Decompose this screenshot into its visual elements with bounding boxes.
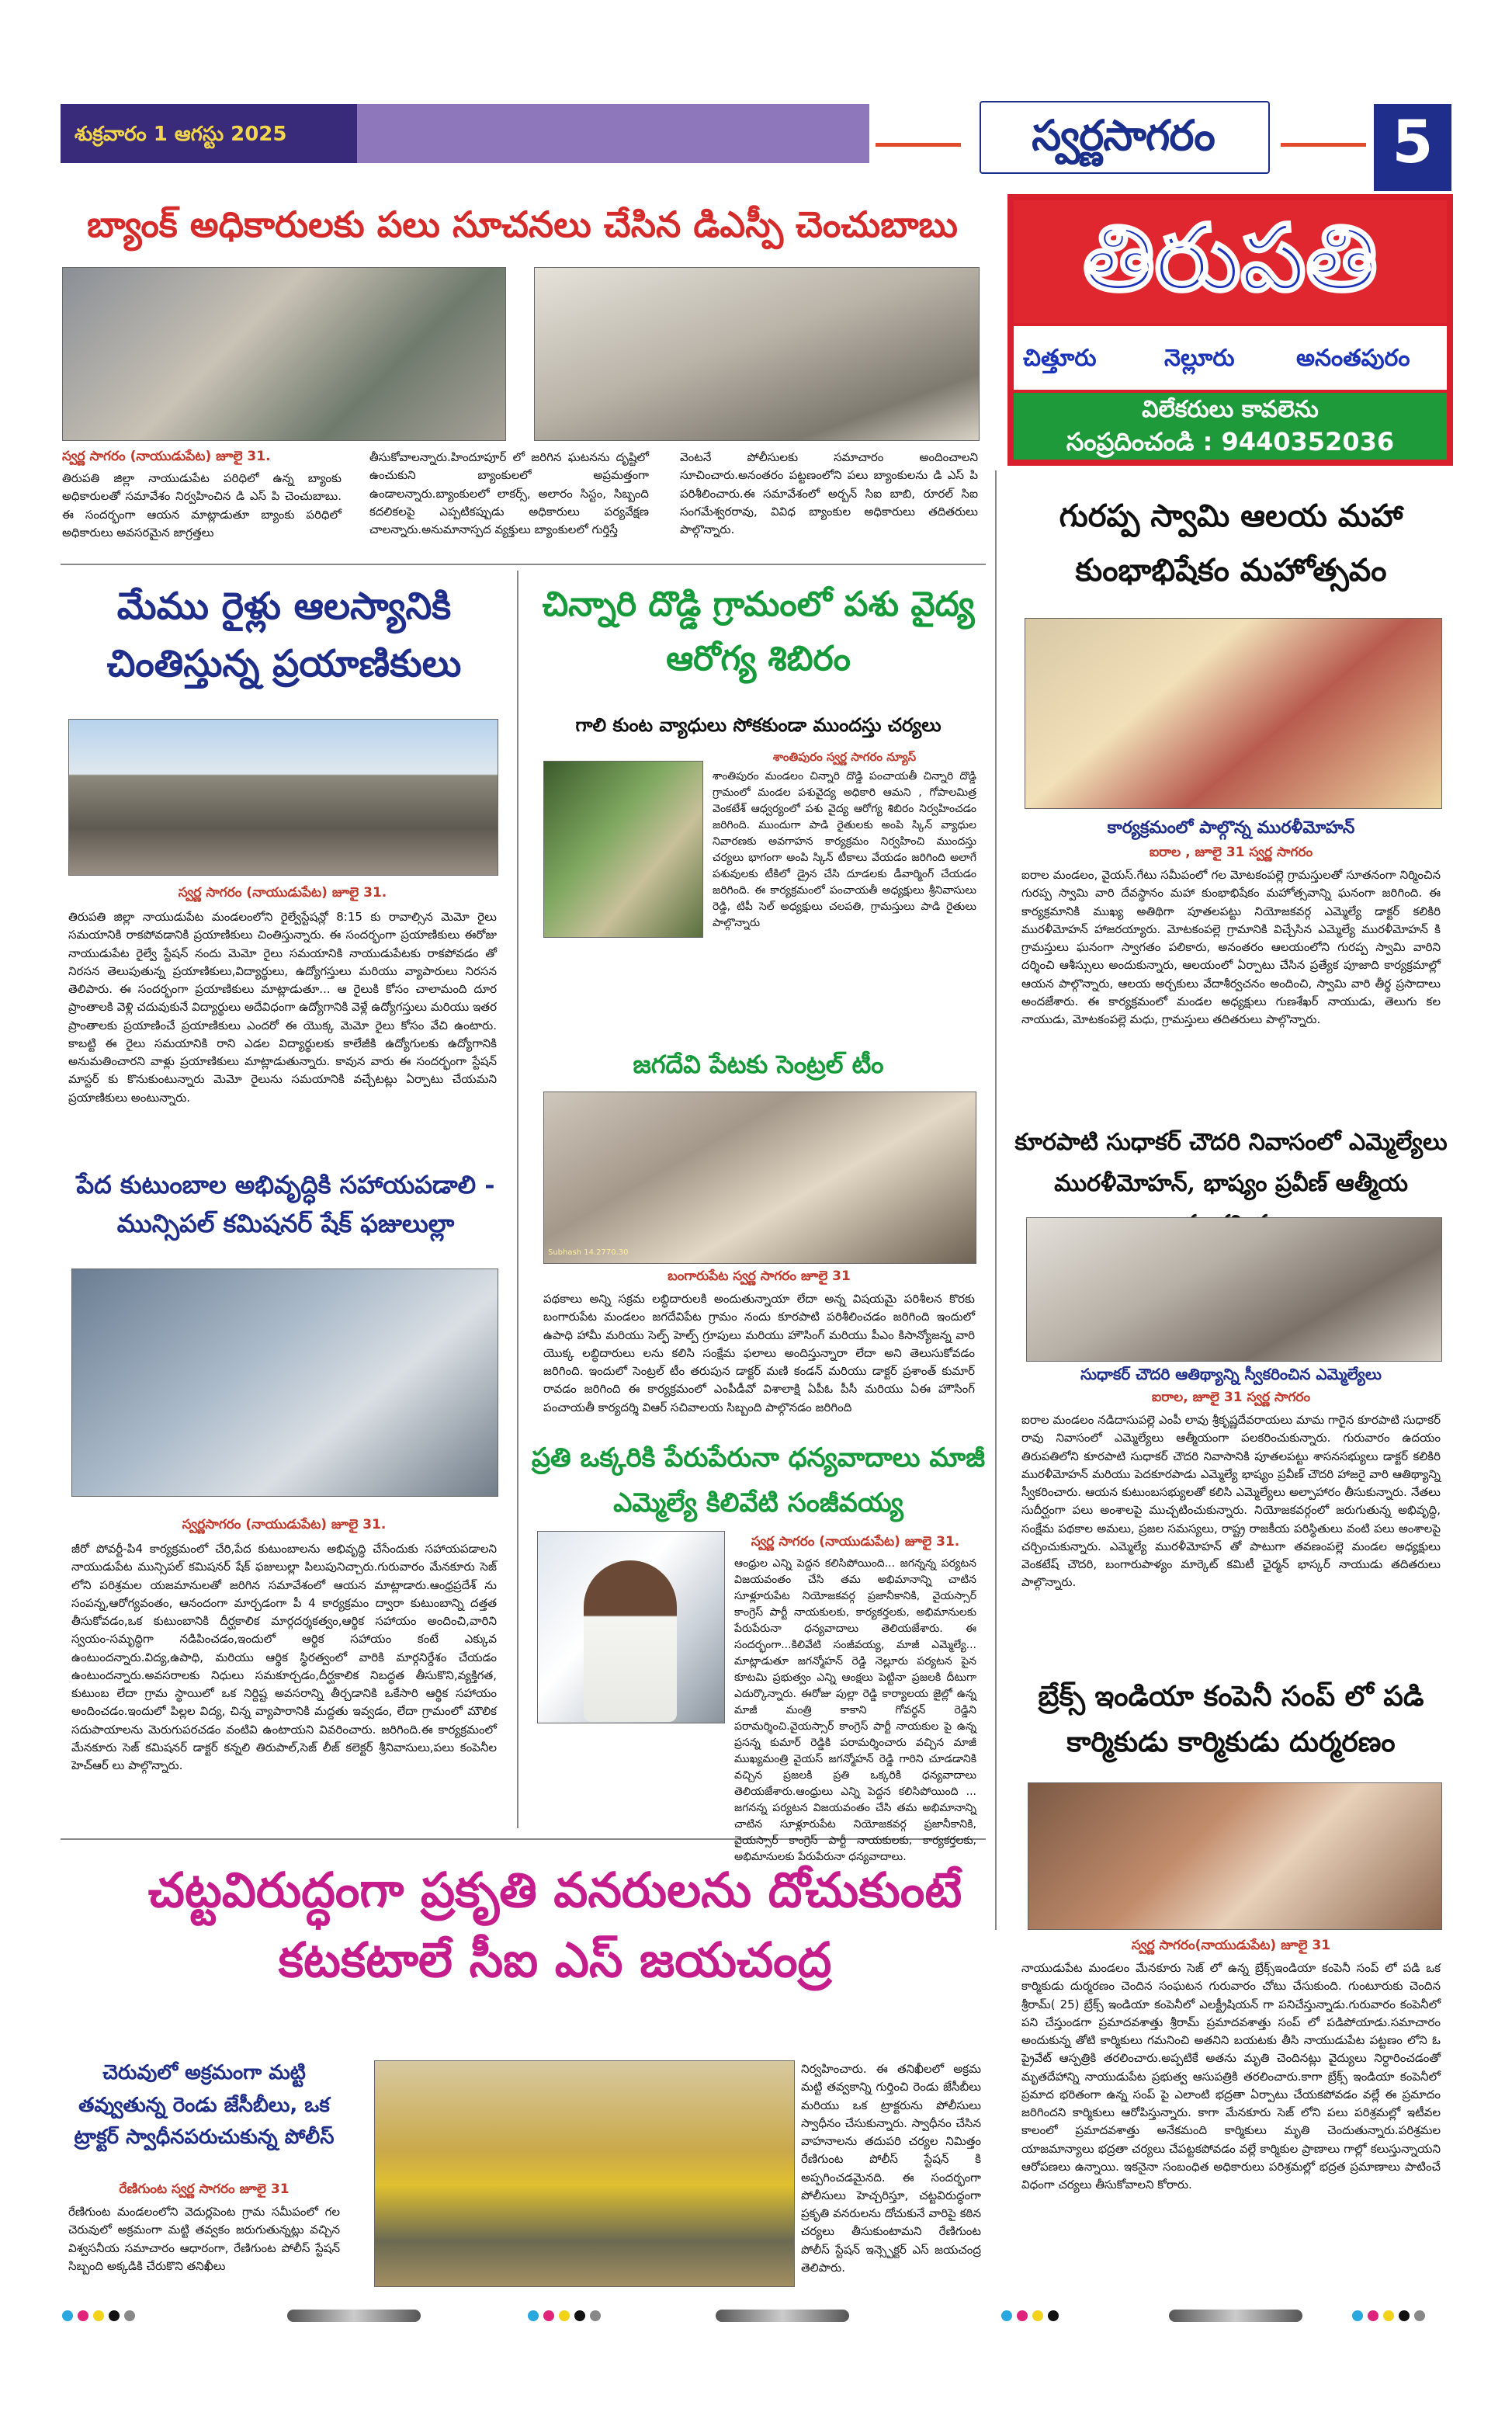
bank-meeting-photo (62, 267, 506, 441)
reg-bar-1 (287, 2310, 421, 2322)
reg-dot-cyan-1 (62, 2310, 73, 2321)
kurapati-headline: కూరపాటి సుధాకర్ చౌదరి నివాసంలో ఎమ్మెల్యేలు మురళీమోహన్, భాష్యం ప్రవీణ్ ఆత్మీయ (1014, 1129, 1448, 1197)
reg-dot-magenta-1 (78, 2310, 88, 2321)
sand-subhead: చెరువులో అక్రమంగా మట్టి తవ్వుతున్న రెండు జేసీబీలు, ఒక ట్రాక్టర్ స్వాధీనపరుచుకున్న పోలీస్ (74, 2061, 335, 2150)
header-red-line (876, 143, 961, 147)
jagadevi-dateline: బంగారుపేట స్వర్ణ సాగరం జూలై 31 (668, 1269, 851, 1284)
reg-dot-cyan-4 (1352, 2310, 1363, 2321)
bank-dateline: స్వర్ణ సాగరం (నాయుడుపేట) జూలై 31. (62, 449, 271, 464)
cattle-subhead: గాలి కుంట వ్యాధులు సోకకుండా ముందస్తు చర్యలు (575, 714, 942, 736)
commissioner-meeting-photo (71, 1269, 498, 1497)
cattle-dateline: శాంతిపురం స్వర్ణ సాగరం న్యూస్ (772, 750, 917, 764)
temple-photo (1025, 618, 1442, 809)
central-team-photo-stamp: Subhash 14.2770.30 (548, 1248, 629, 1257)
district-anantapur: అనంతపురం (1296, 345, 1410, 372)
divider-col-right (995, 470, 997, 1930)
masthead-text: స్వర్ణసాగరం (1032, 110, 1215, 160)
page-number: 5 (1392, 107, 1434, 176)
reg-dot-grey-4 (1414, 2310, 1425, 2321)
guruppa-headline: గురప్ప స్వామి ఆలయ మహా కుంభాభిషేకం మహోత్సవం (1059, 498, 1403, 588)
cattle-headline: చిన్నారి దొడ్డి గ్రామంలో పశు వైద్య ఆరోగ్య శిబిరం (542, 585, 975, 679)
guruppa-dateline: ఐరాల , జూలై 31 స్వర్ణ సాగరం (1149, 845, 1313, 860)
rail-headline: మేము రైళ్లు ఆలస్యానికి చింతిస్తున్న ప్రయాణికులు (106, 585, 462, 686)
reg-dot-cyan-2 (528, 2310, 539, 2321)
header-red-line-right (1281, 143, 1366, 147)
victim-photo (1028, 1782, 1442, 1930)
thanks-dateline: స్వర్ణ సాగరం (నాయుడుపేట) జూలై 31. (751, 1534, 960, 1550)
bank-branch-photo (534, 267, 980, 441)
sand-col1: రేణిగుంట మండలంలోని వెదుర్లపెంట గ్రామ సమీపంలో గల చెరువులో అక్రమంగా మట్టి తవ్వకం జరుగుతున్నట్లు వచ్చిన విశ్వసనీయ సమాచారం ఆధారంగా, రేణిగుంట పోలీస్ స్టేషన్ సిబ్బంది అక్కడికి చేరుకొని తనిఖీలు (68, 2205, 340, 2273)
sanjeevaiah-figure (584, 1560, 677, 1722)
reg-dot-cyan-3 (1001, 2310, 1012, 2321)
jagadevi-headline: జగదేవి పేటకు సెంట్రల్ టీం (633, 1050, 884, 1079)
brakes-headline: బ్రేక్స్ ఇండియా కంపెనీ సంప్ లో పడి కార్మికుడు కార్మికుడు దుర్మరణం (1038, 1680, 1424, 1759)
cattle-body: శాంతిపురం మండలం చిన్నారి దొడ్డి పంచాయతీ చిన్నారి దొడ్డి గ్రామంలో మండల పశువైద్య అధికారి ఆమని , గోపాలమిత్ర వెంకటేశ్ ఆధ్వర్యంలో పశు వైద్య ఆరోగ్య శిబిరం నిర్వహించడం జరిగింది. ముందుగా పాడి రైతులకు అంపి స్కిన్ వ్యాధుల నివారణకు అవగాహన కార్యక్రమం నిర్వహించి ముందస్తు చర్యలు భాగంగా అంపి స్కిన్ టీకాలు వేయడం జరిగింది అలాగే పశువులకు టీకిలో డ్రైన చేసి దూడలకు డీవార్మింగ్ చేయడం జరిగింది. ఈ కార్యక్రమంలో పంచాయతీ అధ్యక్షులు శ్రీనివాసులు రెడ్డి, టిపీ సెల్ అధ్యక్షులు చలపతి, గ్రామస్తులు పాడి రైతులు పాల్గొన్నారు (713, 770, 976, 929)
brakes-dateline: స్వర్ణ సాగరం(నాయుడుపేట) జూలై 31 (1131, 1938, 1331, 1953)
poor-body: జీరో పోవర్టీ-పి4 కార్యక్రమంలో చేరి,పేద కుటుంబాలను అభివృద్ధి చేసేందుకు సహాయపడాలని నాయుడుపేట మున్సిపల్ కమిషనర్ షేక్ ఫజులుల్లా పిలుపునిచ్చారు.గురువారం మేనకూరు సెజ్ లోని పరిశ్రమల యజమానులతో జరిగిన సమావేశంలో ఆయన మాట్లాడారు.ఆంధ్రప్రదేశ్ ను సంపన్న,ఆరోగ్యవంతం, ఆనందంగా మార్చడంగా పీ 4 కార్యక్రమం ద్వారా కుటుంబాన్ని దత్తత తీసుకోవడం,ఒక కుటుంబానికి దీర్ఘకాలిక మార్గదర్శకత్వం,ఆర్థిక సహాయం అందించి,వారిని స్వయం-సమృద్ధిగా నడిపించడం,ఇందులో ఆర్థిక సహాయం కంటే ఎక్కువ ఉంటుందన్నారు.విద్య,ఉపాధి, మరియు ఆర్థిక స్థిరత్వంలో వారికి మార్గనిర్దేశం చేయడం ఉంటుందన్నారు.అవసరాలకు నిధులు సమకూర్చడం,దీర్ఘకాలిక నిబద్ధత తీసుకొని,వ్యక్తిగత, కుటుంబ లేదా గ్రామ స్థాయిలో ఒక నిర్దిష్ట అవసరాన్ని తీర్చడానికి ఒకేసారి ఆర్థిక సహాయం అందించడం.ఇందులో పిల్లల విద్య, చిన్న వ్యాపారానికి మద్దతు ఇవ్వడం, లేదా గ్రామంలో మౌలిక సదుపాయాలను మెరుగుపరచడం వంటివి ఉంటాయని వివరించారు. జరిగింది.ఈ కార్యక్రమంలో మేనకూరు సెజ్ కమిషనర్ డాక్టర్ కన్నలి తిరుపాల్,సెజ్ లీజ్ కలెక్టర్ శ్రీనివాసులు,పలు కంపెనీల హెచ్ఆర్ లు పాల్గొన్నారు. (71, 1542, 497, 1772)
reg-bar-2 (716, 2310, 849, 2322)
rail-body: తిరుపతి జిల్లా నాయుడుపేట మండలంలోని రైల్వేస్టేషన్లో 8:15 కు రావాల్సిన మెమో రైలు సమయానికి రాకపోవడానికి ప్రయాణికులు చింతిస్తున్నారు. ఈ సందర్భంగా ప్రయాణికులు ఈరోజు నాయుడుపేట రైల్వే స్టేషన్ నందు మెమో రైలు సమయానికి నాయుడుపేటకు రాకపోవడం తో నిరసన తెలుపుతున్న ప్రయాణికులు,విద్యార్థులు, ఉద్యోగస్తులు మరియు వ్యాపారులు నిరసన తెలిపారు. ఈ సందర్భంగా ప్రయాణికులు మాట్లాడుతూ... ఆ రైలుకి కోసం చాలామంది దూర ప్రాంతాలకి వెళ్లి చదువుకునే విద్యార్థులు అదేవిధంగా ఉద్యోగానికి వెళ్లే ఉద్యోగస్తులు మరియు ఇతర ప్రాంతాలకు ప్రయాణించే ప్రయాణికులు ఎందరో ఈ యొక్క మెమో రైలు కోసం వేచి ఉంటారు. కాబట్టి ఈ రైలు సమయానికి రాని ఎడల విద్యార్థులకు కాలేజీకి ఉద్యోగులకు ఉద్యోగానికి అనుమతించారని వాళ్లు ప్రయాణికులు మాట్లాడుతున్నారు. కావున వారు ఈ సందర్భంగా స్టేషన్ మాస్టర్ కు కొనుకుంటున్నారు మెమో రైలును సమయానికి వచ్చేటట్లు ఏర్పాటు చేయమని ప్రయాణికులు అంటున్నారు. (68, 910, 497, 1105)
sand-dateline: రేణిగుంట స్వర్ణ సాగరం జూలై 31 (119, 2181, 290, 2197)
jcb-photo (374, 2060, 795, 2287)
brakes-body: నాయుడుపేట మండలం మేనకూరు సెజ్ లో ఉన్న బ్రేక్స్ఇండియా కంపెనీ సంప్ లో పడి ఒక కార్మికుడు దుర్మరణం చెందిన సంఘటన గురువారం చోటు చేసుకుంది. గుంటూరుకు చెందిన శ్రీరామ్( 25) బ్రేక్స్ ఇండియా కంపెనీలో ఎలక్ట్రీషియన్ గా పనిచేస్తున్నాడు.గురువారం కంపెనీలో పని చేస్తుండగా ప్రమాదవశాత్తు శ్రీరామ్ ప్రమాదవశాత్తు సంప్ లో పడిపోయాడు.సమాచారం అందుకున్న తోటి కార్మికులు గమనించి అతనిని బయటకు తీసి నాయుడుపేట పట్టణం లోని ఓ ప్రైవేట్ ఆస్పత్రికి తరలించారు.అప్పటికే అతను మృతి చెందినట్లు వైద్యులు నిర్ధారించడంతో మృతదేహాన్ని నాయుడుపేట ప్రభుత్వ ఆసుపత్రికి తరలించారు.కాగా బ్రేక్స్ ఇండియా కంపెనీలో ప్రమాద భరితంగా ఉన్న సంప్ పై ఎలాంటి భద్రతా ఏర్పాటు చేయకపోవడం వల్లే ఈ ప్రమాదం జరిగిందని కార్మికులు ఆరోపిస్తున్నారు. కాగా మేనకూరు సెజ్ లోని పలు పరిశ్రమల్లో ఇటీవల కాలంలో ప్రమాదవశాత్తు అనేకమంది కార్మికులు మృతి చెందుతున్నారు.పరిశ్రమల యాజమాన్యాలు భద్రతా చర్యలు చేపట్టకపోవడం వల్లే కార్మికుల ప్రాణాలు గాల్లో కలుస్తున్నాయని ఆరోపణలు ఉన్నాయి. ఇకనైనా సంబంధిత అధికారులు పరిశ్రమల్లో భద్రత ప్రమాణాలు పాటించే విధంగా చర్యలు తీసుకోవాలని కోరారు. (1021, 1961, 1441, 2192)
sand-col2: నిర్వహించారు. ఈ తనిఖీలలో అక్రమ మట్టి తవ్వకాన్ని గుర్తించి రెండు జేసీబీలు మరియు ఒక ట్రాక్టరును పోలీసులు స్వాధీనం చేసుకున్నారు. స్వాధీనం చేసిన వాహనాలను తదుపరి చర్యల నిమిత్తం రేణిగుంట పోలీస్ స్టేషన్ కి అప్పగించడమైనది. ఈ సందర్భంగా పోలీసులు హెచ్చరిస్తూ, చట్టవిరుద్ధంగా ప్రకృతి వనరులను దోచుకునే వారిపై కఠిన చర్యలు తీసుకుంటామని రేణిగుంట పోలీస్ స్టేషన్ ఇన్స్పెక్టర్ ఎస్ జయచంద్ర తెలిపారు. (801, 2062, 981, 2275)
divider-col-center (517, 571, 518, 1828)
header-purple-band (357, 104, 869, 163)
reg-dot-magenta-3 (1017, 2310, 1028, 2321)
date-text: శుక్రవారం 1 ఆగస్టు 2025 (75, 123, 287, 146)
poor-dateline: స్వర్ణసాగరం (నాయుడుపేట) జూలై 31. (182, 1517, 387, 1532)
guruppa-body: ఐరాల మండలం, వైయస్.గేటు సమీపంలో గల మోటకంపల్లె గ్రామస్తులతో సూతనంగా నిర్మించిన గురప్ప స్వామి వారి దేవస్థానం మహా కుంభాభిషేకం మహోత్సవాన్ని ఘనంగా జరిగింది. ఈ కార్యక్రమానికి ముఖ్య అతిథిగా పూతలపట్టు నియోజకవర్గ ఎమ్మెల్యే డాక్టర్ కలికిరి మురళీమోహన్ హాజరయ్యారు. మోటకంపల్లె గ్రామానికి విచ్చేసిన ఎమ్మెల్యే మురళీమోహన్ కి గ్రామస్తులు ఘనంగా స్వాగతం పలికారు, అనంతరం ఆలయంలోని గురప్ప స్వామి వారిని దర్శించి ఆశీస్సులు అందుకున్నారు, ఆలయంలో ఏర్పాటు చేసిన ప్రత్యేక పూజాది కార్యక్రమాల్లో ఆయన పాల్గొన్నారు, ఆలయ అర్చకులు వేదాశీర్వచనం అందించి, స్వామి వారి తీర్థ ప్రసాదాలు అందజేశారు. ఈ కార్యక్రమంలో మండల అధ్యక్షులు గుణశేఖర్ నాయుడు, తెలుగు కల నాయుడు, మోటకంపల్లె మధు, గ్రామస్తులు తదితరులు పాల్గొన్నారు. (1021, 868, 1441, 1026)
reg-dot-grey-2 (590, 2310, 601, 2321)
jagadevi-body: పథకాలు అన్ని సక్రమ లబ్ధిదారులకి అందుతున్నాయా లేదా అన్న విషయమై పరిశీలన కొరకు బంగారుపేట మండలం జగదేవిపేట గ్రామం నందు కూరపాటి పరిశీలించడం జరిగింది ఇందులో ఉపాధి హామీ మరియు సెల్ఫ్ హెల్ప్ గ్రూపులు మరియు హౌసింగ్ మరియు పీఎం కిసాన్యోజన్న వారి యొక్క లబ్ధిదారులు లను కలిసి సంక్షేమ ఫలాలు అందిస్తున్నారా లేదా అని తెలుసుకోవడం జరిగింది. ఇందులో సెంట్రల్ టీం తరుపున డాక్టర్ మణి కండన్ మరియు డాక్టర్ ప్రశాంత్ కుమార్ రావడం జరిగింది ఈ కార్యక్రమంలో ఎంపీడీవో విశాలాక్షి ఏపీఓ పీసీ మరియు ఏఈ హౌసింగ్ పంచాయతీ కార్యదర్శి విఆర్ సచివాలయ సిబ్బంది పాల్గొనడం జరిగింది (543, 1292, 975, 1414)
kurapati-caption: సుధాకర్ చౌదరి ఆతిథ్యాన్ని స్వీకరించిన ఎమ్మెల్యేలు (1080, 1365, 1382, 1383)
cattle-camp-photo (543, 761, 703, 938)
reg-dot-yellow-1 (93, 2310, 104, 2321)
reg-dot-black-2 (574, 2310, 585, 2321)
reg-dot-yellow-2 (559, 2310, 570, 2321)
reg-dot-yellow-4 (1383, 2310, 1394, 2321)
rail-station-photo (68, 719, 498, 876)
bank-headline: బ్యాంక్ అధికారులకు పలు సూచనలు చేసిన డిఎస్పీ చెంచుబాబు (87, 203, 958, 245)
bank-col2: తీసుకోవాలన్నారు.హిందూపూర్ లో జరిగిన ఘటనను దృష్టిలో ఉంచుకుని బ్యాంకులలో అప్రమత్తంగా ఉండాలన్నారు.బ్యాంకులలో లాకర్స్, అలారం సిస్టం, సిబ్బంది కదలికలపై ఎప్పటికప్పుడు అధికారులు పర్యవేక్షణ చాలన్నారు.అనుమానాస్పద వ్యక్తులు బ్యాంకులలో గుర్తిస్తే (369, 450, 649, 536)
reg-dot-black-3 (1048, 2310, 1059, 2321)
reg-dot-yellow-3 (1032, 2310, 1043, 2321)
kurapati-body: ఐరాల మండలం నడిదాసుపల్లె ఎంపీ లావు శ్రీకృష్ణదేవరాయలు మామ గారైన కూరపాటి సుధాకర్ రావు నివాసంలో ఎమ్మెల్యేలు ఆత్మీయంగా పలకరించుకున్నారు. గురువారం ఉదయం తిరుపతిలోని కూరపాటి సుధాకర్ చౌదరి నివాసానికి పూతలపట్టు శాసనసభ్యులు డాక్టర్ కలికిరి మురళీమోహన్ మరియు పెదకూరపాడు ఎమ్మెల్యే భాష్యం ప్రవీణ్ చౌదరి హాజరై వారి ఆతిథ్యాన్ని స్వీకరించారు. ఆయన కుటుంబసభ్యులతో కలిసి ఎమ్మెల్యేలు అల్పాహారం తీసుకున్నారు. నేతలు సుదీర్ఘంగా పలు అంశాలపై ముచ్చటించుకున్నారు. నియోజకవర్గంలో జరుగుతున్న అభివృద్ధి, సంక్షేమ పథకాల అమలు, ప్రజల సమస్యలు, రాష్ట్ర రాజకీయ పరిస్థితులు వంటి పలు అంశాలపై చర్చించుకున్నారు. ఎమ్మెల్యే మురళీమోహన్ తో పాటుగా తవణంపల్లె మండల అధ్యక్షులు వెంకటేష్ చౌదరి, బంగారుపాళ్యం మార్కెట్ కమిటీ ఛైర్మన్ భాస్కర్ నాయుడు తదితరులు పాల్గొన్నారు. (1021, 1413, 1441, 1590)
reg-bar-3 (1169, 2310, 1302, 2322)
reg-dot-black-1 (109, 2310, 120, 2321)
kurapati-dateline: ఐరాల, జూలై 31 స్వర్ణ సాగరం (1151, 1390, 1311, 1405)
tirupati-wanted: విలేకరులు కావలెను (1142, 396, 1319, 423)
reg-dot-magenta-2 (543, 2310, 554, 2321)
thanks-headline: ప్రతి ఒక్కరికి పేరుపేరునా ధన్యవాదాలు మాజీ ఎమ్మెల్యే కిలివేటి సంజీవయ్య (531, 1442, 986, 1518)
rail-dateline: స్వర్ణ సాగరం (నాయుడుపేట) జూలై 31. (178, 885, 387, 901)
reg-dot-grey-1 (124, 2310, 135, 2321)
guruppa-caption: కార్యక్రమంలో పాల్గొన్న మురళీమోహన్ (1107, 818, 1355, 838)
tirupati-contact: సంప్రదించండి : 9440352036 (1066, 427, 1395, 456)
poor-headline: పేద కుటుంబాల అభివృద్ధికి సహాయపడాలి - మున్సిపల్ కమిషనర్ షేక్ ఫజులుల్లా (76, 1170, 495, 1238)
divider-bank (61, 564, 986, 565)
bank-col1: తిరుపతి జిల్లా నాయుడుపేట పరిధిలో ఉన్న బ్యాంకు అధికారులతో సమావేశం నిర్వహించిన డి ఎస్ పి చెంచుబాబు. ఈ సందర్భంగా ఆయన మాట్లాడుతూ బ్యాంకు పరిధిలో అధికారులు అవసరమైన జాగ్రత్తలు (62, 471, 342, 540)
mla-visit-photo (1026, 1217, 1442, 1362)
thanks-body: ఆంధ్రుల ఎన్ని పెద్దన కలిసిపోయింది... జగన్నన్న పర్యటన విజయవంతం చేసి తమ అభిమానాన్ని చాటిన సూళ్లూరుపేట నియోజకవర్గ ప్రజానీకానికి, వైయస్సార్ కాంగ్రెస్ పార్టీ నాయకులకు, కార్యకర్తలకు, అభిమానులకు పేరుపేరునా ధన్యవాదాలు తెలియజేశారు. ఈ సందర్భంగా...కిలివేటి సంజీవయ్య, మాజీ ఎమ్మెల్యే... మాట్లాడుతూ జగన్మోహన్ రెడ్డి నెల్లూరు పర్యటన పైన కూటమి ప్రభుత్వం ఎన్ని ఆంక్షలు పెట్టినా ప్రజలకి దీటుగా ఎదుర్కొన్నారు. ఈరోజు పుల్లా రెడ్డి కార్యాలయ జైల్లో ఉన్న మాజీ మంత్రి కాకాని గోవర్ధన్ రెడ్డిని పరామర్శించి.వైయస్సార్ కాంగ్రెస్ పార్టీ నాయకుల పై ఉన్న ప్రసన్న కుమార్ రెడ్డికి పరామర్శించారు వచ్చిన మాజీ ముఖ్యమంత్రి వైయస్ జగన్మోహన్ రెడ్డి గారిని చూడడానికి వచ్చిన ప్రజలకి ప్రతి ఒక్కరికి ధన్యవాదాలు తెలియజేశారు.ఆంధ్రులు ఎన్ని పెద్దన కలిసిపోయింది ... జగనన్న పర్యటన విజయవంతం చేసి తమ అభిమానాన్ని చాటిన సూళ్లూరుపేట నియోజకవర్గ ప్రజానీకానికి, వైయస్సార్ కాంగ్రెస్ పార్టీ నాయకులకు, కార్యకర్తలకు, అభిమానులకు పేరుపేరునా ధన్యవాదాలు. (734, 1557, 976, 1863)
tirupati-title: తిరుపతి (1083, 203, 1378, 311)
reg-dot-magenta-4 (1368, 2310, 1378, 2321)
central-team-photo (543, 1092, 976, 1264)
district-chittoor: చిత్తూరు (1023, 345, 1097, 372)
bank-col3: వెంటనే పోలీసులకు సమాచారం అందించాలని సూచించారు.అనంతరం పట్టణంలోని పలు బ్యాంకులను డి ఎస్ పి పరిశీలించారు.ఈ సమావేశంలో అర్బన్ సిఐ బాబి, రూరల్ సిఐ సంగమేశ్వరరావు, వివిధ బ్యాంకుల అధికారులు తదితరులు పాల్గొన్నారు. (680, 450, 978, 536)
district-nellore: నెల్లూరు (1164, 345, 1235, 372)
reg-dot-black-4 (1399, 2310, 1410, 2321)
sand-headline: చట్టవిరుద్ధంగా ప్రకృతి వనరులను దోచుకుంటే కటకటాలే సీఐ ఎస్ జయచంద్ర (147, 1862, 962, 1988)
